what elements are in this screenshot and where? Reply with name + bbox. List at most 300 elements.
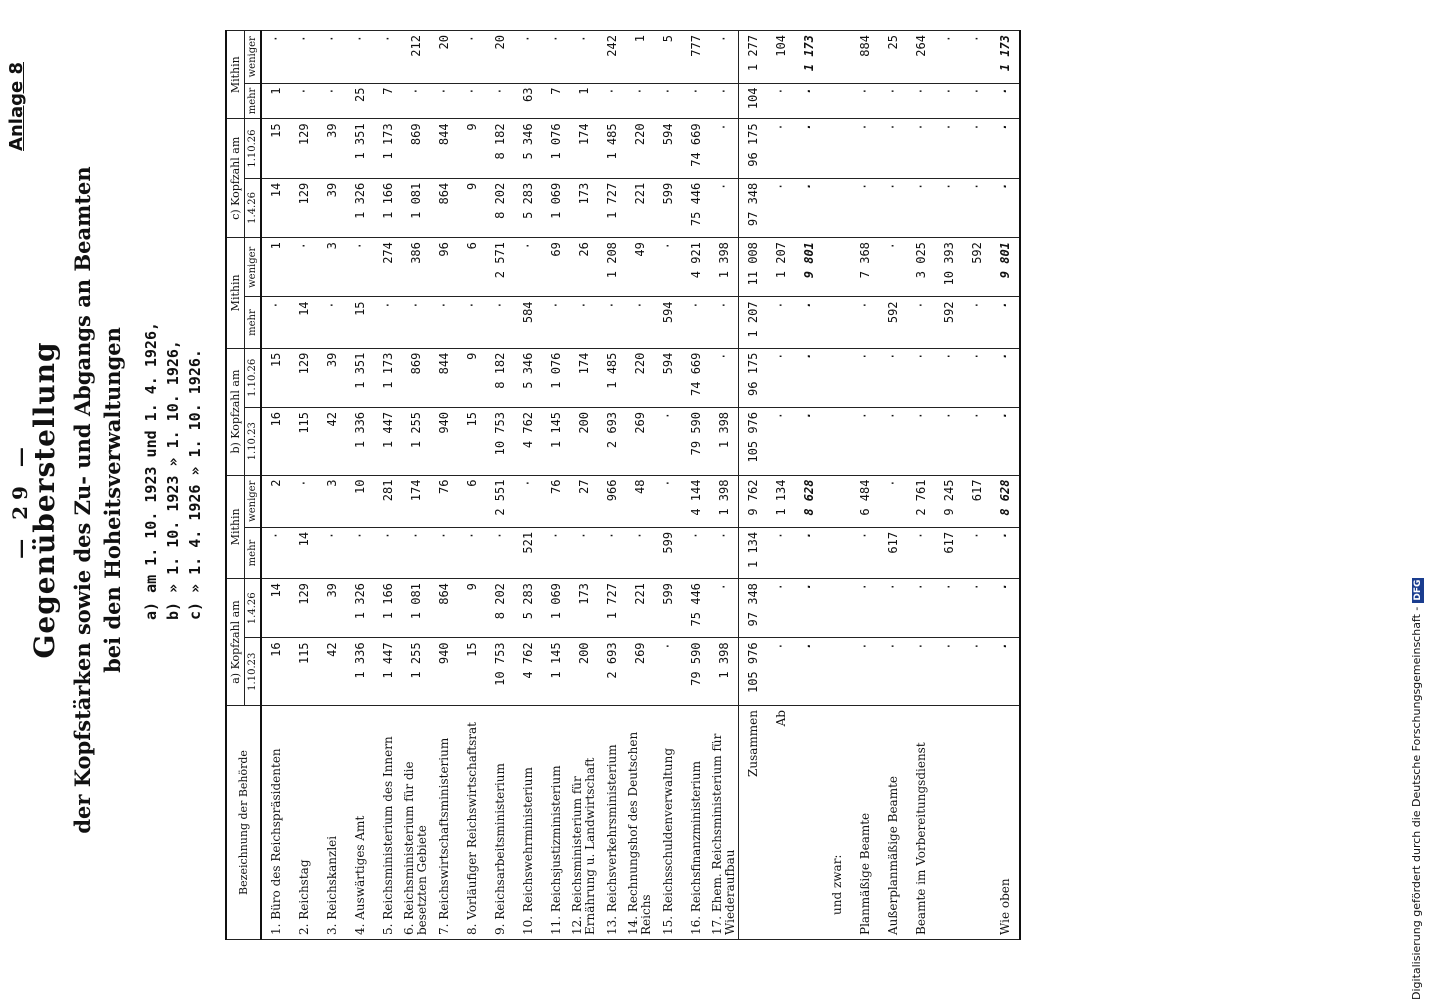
table-cell: 8 628	[991, 475, 1020, 527]
row-label: 8. Vorläufiger Reichswirtschaftsrat	[458, 706, 486, 940]
table-cell: ·	[879, 348, 907, 407]
table-cell: 212	[402, 31, 430, 84]
table-cell: 173	[570, 178, 598, 237]
table-cell: ·	[402, 297, 430, 348]
col-group-b: b) Kopfzahl am	[226, 348, 245, 475]
table-cell: 1	[261, 83, 290, 119]
table-cell: ·	[795, 297, 823, 348]
table-cell: 96	[430, 238, 458, 297]
table-cell: 8 182	[486, 119, 514, 178]
table-cell: 5 346	[514, 348, 542, 407]
table-cell: 14	[290, 297, 318, 348]
table-cell: ·	[935, 348, 963, 407]
table-cell	[823, 31, 851, 84]
table-cell: 940	[430, 638, 458, 706]
table-cell: ·	[935, 178, 963, 237]
table-cell: ·	[907, 407, 935, 475]
table-cell: ·	[542, 31, 570, 84]
row-label: 4. Auswärtiges Amt	[346, 706, 374, 940]
table-cell: 4 144	[682, 475, 710, 527]
table-cell: 10 753	[486, 638, 514, 706]
table-cell: ·	[514, 31, 542, 84]
table-cell: ·	[935, 579, 963, 638]
table-cell: ·	[767, 178, 795, 237]
table-cell: 599	[654, 527, 682, 578]
table-cell: 777	[682, 31, 710, 84]
table-cell: ·	[963, 407, 991, 475]
table-cell: ·	[935, 119, 963, 178]
table-cell: 4 762	[514, 638, 542, 706]
table-cell: ·	[907, 83, 935, 119]
table-cell: ·	[907, 297, 935, 348]
table-cell: 1 081	[402, 178, 430, 237]
table-cell: ·	[570, 31, 598, 84]
table-cell: ·	[879, 178, 907, 237]
table-cell: 269	[626, 407, 654, 475]
col-weniger: weniger	[245, 31, 262, 84]
table-cell: 617	[963, 475, 991, 527]
table-cell: 1 069	[542, 178, 570, 237]
document-title: Gegenüberstellung	[28, 341, 61, 659]
table-cell: 25	[346, 83, 374, 119]
table-cell: 7	[542, 83, 570, 119]
table-cell: ·	[991, 527, 1020, 578]
table-cell: ·	[261, 31, 290, 84]
table-cell: 9	[458, 119, 486, 178]
row-label: 14. Rechnungshof des Deutschen Reichs	[626, 706, 654, 940]
table-cell: ·	[851, 297, 879, 348]
table-row	[879, 31, 907, 940]
table-cell: ·	[654, 83, 682, 119]
table-cell: ·	[879, 238, 907, 297]
table-cell: ·	[935, 407, 963, 475]
table-cell: ·	[851, 348, 879, 407]
table-cell: 63	[514, 83, 542, 119]
row-label: 10. Reichswehrministerium	[514, 706, 542, 940]
table-cell: 174	[402, 475, 430, 527]
table-cell: 966	[598, 475, 626, 527]
table-cell: 1 134	[739, 527, 768, 578]
table-row	[935, 31, 963, 940]
table-cell: ·	[963, 119, 991, 178]
table-cell: ·	[318, 297, 346, 348]
table-cell: ·	[767, 527, 795, 578]
table-cell: ·	[963, 297, 991, 348]
table-cell: 221	[626, 579, 654, 638]
table-cell: 174	[570, 119, 598, 178]
table-cell: 1 336	[346, 407, 374, 475]
table-cell: 76	[430, 475, 458, 527]
row-label: 6. Reichsministerium für die besetzten Gebiete	[402, 706, 430, 940]
table-cell: ·	[290, 31, 318, 84]
table-cell: ·	[795, 348, 823, 407]
table-cell: ·	[991, 83, 1020, 119]
table-cell: ·	[430, 527, 458, 578]
table-cell: 27	[570, 475, 598, 527]
table-cell: ·	[654, 238, 682, 297]
table-cell: ·	[598, 527, 626, 578]
table-cell: 15	[458, 638, 486, 706]
table-cell: 10 753	[486, 407, 514, 475]
table-cell: 76	[542, 475, 570, 527]
table-cell: 96 175	[739, 119, 768, 178]
table-cell: 115	[290, 407, 318, 475]
table-cell: ·	[318, 527, 346, 578]
table-cell: 940	[430, 407, 458, 475]
table-cell: ·	[991, 407, 1020, 475]
col-mehr: mehr	[245, 83, 262, 119]
table-cell: ·	[598, 297, 626, 348]
table-cell: 1 069	[542, 579, 570, 638]
table-cell: ·	[991, 178, 1020, 237]
table-cell: 1 166	[374, 178, 402, 237]
table-cell: 15	[261, 348, 290, 407]
table-cell: ·	[710, 31, 739, 84]
table-row	[318, 31, 346, 940]
table-cell: 75 446	[682, 178, 710, 237]
table-cell: 864	[430, 579, 458, 638]
table-cell: 4 921	[682, 238, 710, 297]
table-cell: ·	[851, 579, 879, 638]
table-cell: 8 202	[486, 579, 514, 638]
table-cell: 864	[430, 178, 458, 237]
table-cell: 869	[402, 348, 430, 407]
table-cell: 1 166	[374, 579, 402, 638]
table-row	[346, 31, 374, 940]
col-date: 1.10.26	[245, 348, 262, 407]
table-cell: ·	[318, 31, 346, 84]
table-row	[739, 31, 768, 940]
table-cell: 75 446	[682, 579, 710, 638]
table-cell: 104	[767, 31, 795, 84]
table-cell: ·	[682, 83, 710, 119]
table-cell: ·	[346, 31, 374, 84]
row-label: 16. Reichsfinanzministerium	[682, 706, 710, 940]
table-cell: 8 628	[795, 475, 823, 527]
table-cell: 200	[570, 407, 598, 475]
table-row	[570, 31, 598, 940]
und-zwar-label: und zwar:	[823, 706, 851, 940]
row-label	[963, 706, 991, 940]
table-row	[514, 31, 542, 940]
table-cell: 16	[261, 407, 290, 475]
table-row	[682, 31, 710, 940]
table-cell: 8 202	[486, 178, 514, 237]
table-cell: 617	[879, 527, 907, 578]
table-cell: 74 669	[682, 119, 710, 178]
table-cell: 5 346	[514, 119, 542, 178]
table-cell: ·	[991, 579, 1020, 638]
table-cell: ·	[795, 638, 823, 706]
table-cell: ·	[458, 31, 486, 84]
table-cell: ·	[963, 638, 991, 706]
table-cell: 1 145	[542, 638, 570, 706]
table-cell: 39	[318, 178, 346, 237]
table-cell: ·	[290, 83, 318, 119]
row-label: Planmäßige Beamte	[851, 706, 879, 940]
col-date: 1.10.23	[245, 638, 262, 706]
table-cell: 1 326	[346, 178, 374, 237]
row-label	[935, 706, 963, 940]
col-weniger: weniger	[245, 238, 262, 297]
col-group-a: a) Kopfzahl am	[226, 579, 245, 706]
table-cell: 97 348	[739, 579, 768, 638]
col-mehr: mehr	[245, 297, 262, 348]
table-cell: ·	[907, 527, 935, 578]
table-cell: 9	[458, 348, 486, 407]
table-cell: ·	[795, 527, 823, 578]
table-cell: 1 173	[795, 31, 823, 84]
table-cell: ·	[346, 238, 374, 297]
row-label: Zusammen	[739, 706, 768, 940]
table-row	[907, 31, 935, 940]
table-cell	[823, 178, 851, 237]
table-cell: ·	[458, 83, 486, 119]
table-cell: ·	[851, 407, 879, 475]
row-label: Ab	[767, 706, 795, 940]
table-cell	[823, 475, 851, 527]
table-cell: 6	[458, 475, 486, 527]
table-cell: 1 076	[542, 119, 570, 178]
table-cell: 79 590	[682, 638, 710, 706]
col-mehr: mehr	[245, 527, 262, 578]
table-cell: ·	[907, 119, 935, 178]
table-cell: ·	[261, 527, 290, 578]
table-cell: 4 762	[514, 407, 542, 475]
table-cell: 1 173	[374, 348, 402, 407]
table-cell: ·	[795, 579, 823, 638]
table-cell: ·	[626, 83, 654, 119]
table-cell: 3	[318, 238, 346, 297]
date-range-b: b) » 1. 10. 1923 » 1. 10. 1926,	[164, 340, 182, 620]
table-cell: ·	[374, 31, 402, 84]
table-cell: ·	[430, 83, 458, 119]
table-row	[767, 31, 795, 940]
table-cell: ·	[991, 638, 1020, 706]
page-number: — 29 —	[8, 441, 32, 559]
col-weniger: weniger	[245, 475, 262, 527]
table-cell: 1 255	[402, 407, 430, 475]
table-cell: 1 351	[346, 119, 374, 178]
table-cell: 584	[514, 297, 542, 348]
table-row	[458, 31, 486, 940]
table-cell: 129	[290, 579, 318, 638]
table-cell: 9 245	[935, 475, 963, 527]
table-cell: 1 208	[598, 238, 626, 297]
table-cell: 264	[907, 31, 935, 84]
table-cell: 105 976	[739, 407, 768, 475]
table-cell	[823, 407, 851, 475]
table-cell: ·	[570, 297, 598, 348]
table-cell: 104	[739, 83, 768, 119]
table-row	[430, 31, 458, 940]
table-cell: 1 485	[598, 348, 626, 407]
table-cell: 221	[626, 178, 654, 237]
table-cell: 1 277	[739, 31, 768, 84]
table-cell: 1	[626, 31, 654, 84]
table-cell: 1 081	[402, 579, 430, 638]
table-cell: ·	[935, 31, 963, 84]
table-cell: ·	[486, 83, 514, 119]
table-cell: ·	[851, 527, 879, 578]
dfg-logo: DFG	[1413, 579, 1423, 601]
table-cell: 20	[430, 31, 458, 84]
table-cell: 1 207	[767, 238, 795, 297]
table-cell: 105 976	[739, 638, 768, 706]
row-label: 7. Reichswirtschaftsministerium	[430, 706, 458, 940]
table-cell: ·	[963, 83, 991, 119]
table-cell: 129	[290, 348, 318, 407]
table-cell: ·	[991, 297, 1020, 348]
row-label: Beamte im Vorbereitungsdienst	[907, 706, 935, 940]
table-cell: ·	[991, 348, 1020, 407]
table-cell: ·	[374, 527, 402, 578]
row-label: Wie oben	[991, 706, 1020, 940]
table-cell: 74 669	[682, 348, 710, 407]
table-cell: 1 727	[598, 579, 626, 638]
table-cell	[823, 638, 851, 706]
table-cell: 174	[570, 348, 598, 407]
table-cell: 26	[570, 238, 598, 297]
table-cell: ·	[963, 579, 991, 638]
table-cell: 9 801	[795, 238, 823, 297]
table-cell: ·	[795, 407, 823, 475]
table-cell: 1 398	[710, 407, 739, 475]
col-date: 1.4.26	[245, 178, 262, 237]
table-row	[374, 31, 402, 940]
table-cell: 2 693	[598, 638, 626, 706]
table-cell: 15	[458, 407, 486, 475]
table-cell: 594	[654, 297, 682, 348]
col-group-mithin-a: Mithin	[226, 475, 245, 579]
table-cell: 1 485	[598, 119, 626, 178]
table-cell: ·	[991, 119, 1020, 178]
table-row	[823, 31, 851, 940]
table-cell: ·	[710, 579, 739, 638]
table-cell	[823, 579, 851, 638]
table-row	[654, 31, 682, 940]
table-row	[963, 31, 991, 940]
table-cell: 39	[318, 579, 346, 638]
col-group-c: c) Kopfzahl am	[226, 119, 245, 238]
date-range-a: a) am 1. 10. 1923 und 1. 4. 1926,	[142, 321, 160, 620]
row-label: 5. Reichsministerium des Innern	[374, 706, 402, 940]
table-cell	[823, 348, 851, 407]
table-cell: 1 173	[991, 31, 1020, 84]
table-cell: 1 398	[710, 475, 739, 527]
table-cell: 3	[318, 475, 346, 527]
table-cell: ·	[907, 348, 935, 407]
table-cell: 1 255	[402, 638, 430, 706]
table-header	[226, 31, 261, 940]
table-cell: 39	[318, 119, 346, 178]
table-cell: ·	[935, 638, 963, 706]
table-cell: 7	[374, 83, 402, 119]
table-cell: ·	[710, 297, 739, 348]
table-cell: ·	[710, 83, 739, 119]
document-subtitle: der Kopfstärken sowie des Zu- und Abgangs an Beamten	[70, 166, 95, 834]
col-group-mithin-b: Mithin	[226, 238, 245, 349]
table-cell: ·	[851, 83, 879, 119]
table-cell	[823, 238, 851, 297]
date-ranges	[140, 322, 206, 620]
table-cell: 16	[261, 638, 290, 706]
table-cell: 617	[935, 527, 963, 578]
col-date: 1.10.26	[245, 119, 262, 178]
table-row	[486, 31, 514, 940]
row-label: 3. Reichskanzlei	[318, 706, 346, 940]
table-cell: 97 348	[739, 178, 768, 237]
table-cell: 200	[570, 638, 598, 706]
table-cell: 869	[402, 119, 430, 178]
table-cell	[823, 83, 851, 119]
table-cell: ·	[767, 83, 795, 119]
table-cell: 1 398	[710, 238, 739, 297]
table-cell: ·	[851, 638, 879, 706]
table-cell: 79 590	[682, 407, 710, 475]
table-cell: 7 368	[851, 238, 879, 297]
table-cell: ·	[710, 178, 739, 237]
table-row	[402, 31, 430, 940]
table-cell: 10 393	[935, 238, 963, 297]
table-cell: ·	[907, 638, 935, 706]
table-cell: 1 207	[739, 297, 768, 348]
table-cell: ·	[851, 178, 879, 237]
row-label: 1. Büro des Reichspräsidenten	[261, 706, 290, 940]
table-cell: 48	[626, 475, 654, 527]
table-cell: ·	[879, 407, 907, 475]
table-cell: ·	[767, 348, 795, 407]
table-cell: 592	[963, 238, 991, 297]
table-cell: ·	[767, 638, 795, 706]
row-label: 11. Reichsjustizministerium	[542, 706, 570, 940]
table-cell: 173	[570, 579, 598, 638]
table-cell: 14	[261, 178, 290, 237]
table-cell: ·	[851, 119, 879, 178]
table-cell: 220	[626, 348, 654, 407]
table-cell: 1 173	[374, 119, 402, 178]
table-cell: 69	[542, 238, 570, 297]
table-cell: 96 175	[739, 348, 768, 407]
row-label: Außerplanmäßige Beamte	[879, 706, 907, 940]
table-cell: 39	[318, 348, 346, 407]
col-header-name: Bezeichnung der Behörde	[226, 706, 261, 940]
row-label	[795, 706, 823, 940]
table-cell: 1 727	[598, 178, 626, 237]
table-cell: 6	[458, 238, 486, 297]
table-cell: ·	[542, 527, 570, 578]
table-cell: ·	[570, 527, 598, 578]
table-cell: ·	[290, 475, 318, 527]
table-cell: ·	[767, 407, 795, 475]
row-label: 2. Reichstag	[290, 706, 318, 940]
table-row	[991, 31, 1020, 940]
table-cell: 2 551	[486, 475, 514, 527]
table-cell: 14	[290, 527, 318, 578]
table-cell: 15	[346, 297, 374, 348]
table-cell: 592	[879, 297, 907, 348]
table-cell: ·	[626, 297, 654, 348]
staff-table	[225, 30, 1021, 940]
row-label: 17. Ehem. Reichsministerium für Wiederaufbau	[710, 706, 739, 940]
table-cell: 2 693	[598, 407, 626, 475]
table-cell: 5	[654, 31, 682, 84]
table-cell: ·	[261, 297, 290, 348]
table-cell: 25	[879, 31, 907, 84]
table-row	[851, 31, 879, 940]
table-cell: 9	[458, 178, 486, 237]
table-cell	[823, 297, 851, 348]
